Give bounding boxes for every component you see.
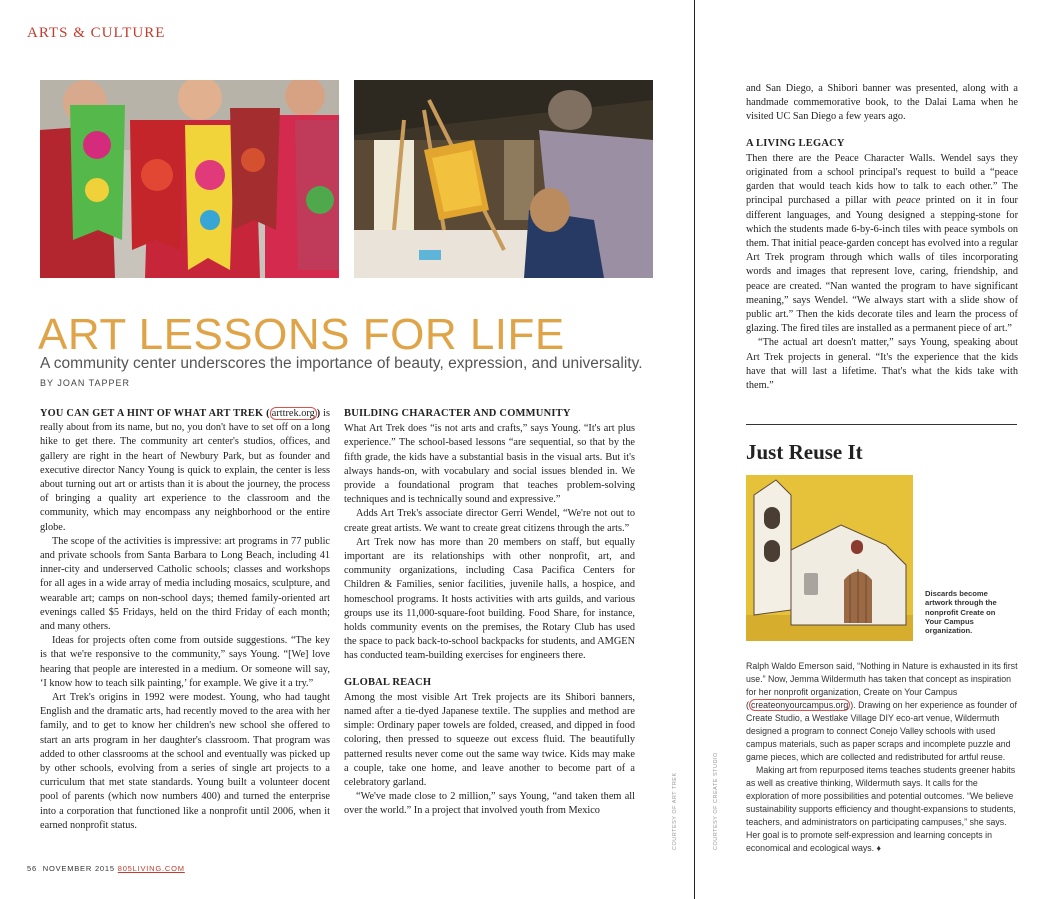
section-label: ARTS & CULTURE	[27, 25, 166, 41]
article-column-1	[40, 407, 330, 833]
lead-in: YOU CAN GET A HINT OF WHAT ART TREK (	[40, 408, 270, 419]
article-column-3	[746, 82, 1018, 393]
sidebar-text	[746, 660, 1018, 855]
banners-photo-art	[40, 80, 339, 278]
paragraph-dalai-lama: and San Diego, a Shibori banner was presented, along with a handmade commemorative book, to the Dalai Lama when he visited UC San Diego a few years ago.	[746, 83, 1018, 123]
intro-text: is really about from its name, but no, you don't have to set off on a long hike to get there. The community art center's studios, offices, and gallery are right in the heart of Newbury Park, but as founder and executive director Nancy Young is quick to explain, the center is less about turning out art or artists than it is about the journey, the process of bringing a quality art experience to the classroom and the community, which may encompass any neighborhood or the entire globe.	[40, 408, 330, 533]
sidebar-rule	[746, 424, 1017, 425]
article-column-2	[344, 407, 635, 819]
paragraph-peace-walls	[746, 152, 1018, 337]
page-divider	[694, 0, 695, 899]
issue-date: NOVEMBER 2015	[42, 864, 115, 873]
heading-global: GLOBAL REACH	[344, 676, 432, 688]
mission-model-art	[746, 475, 913, 641]
paragraph-scope: The scope of the activities is impressive: art programs in 77 public and private schools from Santa Barbara to Long Beach, including 41 inner-city and underserved Catholic schools; classes and workshops for all ages in a wide array of media including mosaics, sculpture, and wearable art; camps on non-school days; themed family-oriented art evenings called $5 Fridays, held on the third Friday of each month; and many others.	[40, 535, 330, 633]
paragraph-intro	[40, 407, 330, 535]
emerson-text-cont: ). Drawing on her experience as founder of Create Studio, a Westlake Village DIY eco-art venue, Wildermuth designed a program to connect Conejo Valley schools with used campus materials, such as paper scraps and incomplete puzzle and game pieces, which are collected and redistributed for artful reuse.	[746, 700, 1017, 762]
lead-close: )	[316, 408, 321, 419]
sidebar-paragraph-1	[746, 660, 1018, 764]
emerson-text: Ralph Waldo Emerson said, “Nothing in Nature is exhausted in its first use.” Now, Jemma Wildermuth has taken that concept as inspiration for her nonprofit organization, Create on Your Campus (	[746, 661, 1018, 710]
studio-photo-art	[354, 80, 653, 278]
credit-art-trek: COURTESY OF ART TREK	[672, 772, 678, 850]
heading-legacy: A LIVING LEGACY	[746, 137, 845, 149]
credit-create-studio: COURTESY OF CREATE STUDIO	[713, 752, 719, 850]
paragraph-wendel: Adds Art Trek's associate director Gerri Wendel, “We're not out to create great artists. We want to create great citizens through the arts.”	[344, 508, 635, 534]
arttrek-link[interactable]: arttrek.org	[271, 408, 315, 419]
peace-walls-a: Then there are the Peace Character Walls. Wendel says they originated from a school principal's request to build a “peace garden that would teach kids how to talk to each other.” The principal purchased a pillar with	[746, 152, 1018, 207]
paragraph-millions: “We've made close to 2 million,” says Young, “and taken them all over the world.” In a project that involved youth from Mexico	[344, 791, 635, 817]
article-subtitle: A community center underscores the importance of beauty, expression, and universality.	[40, 355, 643, 372]
paragraph-staff: Art Trek now has more than 20 members on staff, but equally important are its relationships with other nonprofit, art, and community organizations, including Casa Pacifica Centers for Children & Families, senior facilities, juvenile halls, a hospice, and homeschool programs. It hosts activities with arts guilds, and various groups use its 11,000-square-foot building. Food Share, for instance, holds community events on the premises, the Rotary Club has used the space to pack back-to-school backpacks for students, and AMGEN has conducted team-building exercises for engineers there.	[344, 536, 635, 662]
peace-word: peace	[896, 195, 921, 207]
heading-building: BUILDING CHARACTER AND COMMUNITY	[344, 408, 571, 419]
mission-model-photo	[746, 475, 913, 641]
site-link[interactable]: 805LIVING.COM	[117, 864, 185, 873]
peace-walls-b: printed on it in four different languages, and Young designed a stepping-stone for which the students made 6-by-6-inch tiles with peace symbols on them. That initial peace-garden concept has evolved into a regular Art Trek program through which walls of tiles incorporating words and images that represent love, caring, friendship, and peace are created. “Nan wanted the program to have significant meaning,” says Wendel. “We always start with a slide show of public art.” Then the kids decorate tiles and learn the process of glazing. The fired tiles are installed as a permanent piece of art.”	[746, 195, 1018, 335]
studio-photo	[354, 80, 653, 278]
sidebar-title: Just Reuse It	[746, 440, 863, 464]
byline: BY JOAN TAPPER	[40, 378, 131, 388]
paragraph-shibori: Among the most visible Art Trek projects are its Shibori banners, named after a tie-dyed Japanese textile. The supplies and method are simple: Ordinary paper towels are folded, creased, and dipped in food coloring, then pressed to squeeze out excess fluid. The beautifully patterned results never come out the same way twice. Kids may make a couple, take one home, and leave another to become part of a celebratory garland.	[344, 691, 635, 789]
paragraph-origins: Art Trek's origins in 1992 were modest. Young, who had taught English and the dramatic arts, had recently moved to the area with her family, and to get to know her children's new school she offered to start an arts program in her daughter's classroom. That program was added to other classrooms at the school and eventually was picked up by other schools, evolving from a series of single art projects to a curriculum that met state standards. Young built a volunteer docent pool of parents (which now numbers 400) and turned the enterprise into a corporation that functioned like a nonprofit until 2006, when it earned nonprofit status.	[40, 692, 330, 831]
paragraph-art-plus: What Art Trek does “is not arts and crafts,” says Young. “It's art plus experience.” The school-based lessons “are sequential, so that by the fifth grade, the kids have a substantial basis in the visual arts. But it's always hands-on, with vocabulary and social issues blended in. We provide a foundational program that teaches problem-solving techniques and is technically sound and expressive.”	[344, 423, 635, 506]
sidebar-paragraph-2: Making art from repurposed items teaches students greener habits as well as creative thinking, Wildermuth says. It calls for the exploration of more possibilities and potential outcomes. “We believe sustainability supports efficiency and thought-expansions to students, teachers, and administrators on participating campuses,” she says. Her goal is to promote self-expression and learning concepts in economical and ecological ways. ♦	[746, 765, 1016, 853]
sidebar-caption: Discards become artwork through the nonprofit Create on Your Campus organization.	[925, 589, 997, 636]
article-title: ART LESSONS FOR LIFE	[38, 310, 565, 359]
page-footer	[27, 864, 185, 873]
createonyourcampus-link[interactable]: createonyourcampus.org	[750, 700, 849, 710]
page-number: 56	[27, 864, 37, 873]
banners-photo	[40, 80, 339, 278]
paragraph-lifetime: “The actual art doesn't matter,” says Young, speaking about Art Trek projects in general. “It's the experience that the kids have that will last a lifetime. That's what the kids take with them.”	[746, 337, 1018, 392]
paragraph-ideas: Ideas for projects often come from outside suggestions. “The key is that we're responsive to the community,” says Young. “[We] love hearing that people are interested in a medium. Or someone will say, ‘I know how to teach silk painting,’ for example. We give it a try.”	[40, 635, 330, 689]
